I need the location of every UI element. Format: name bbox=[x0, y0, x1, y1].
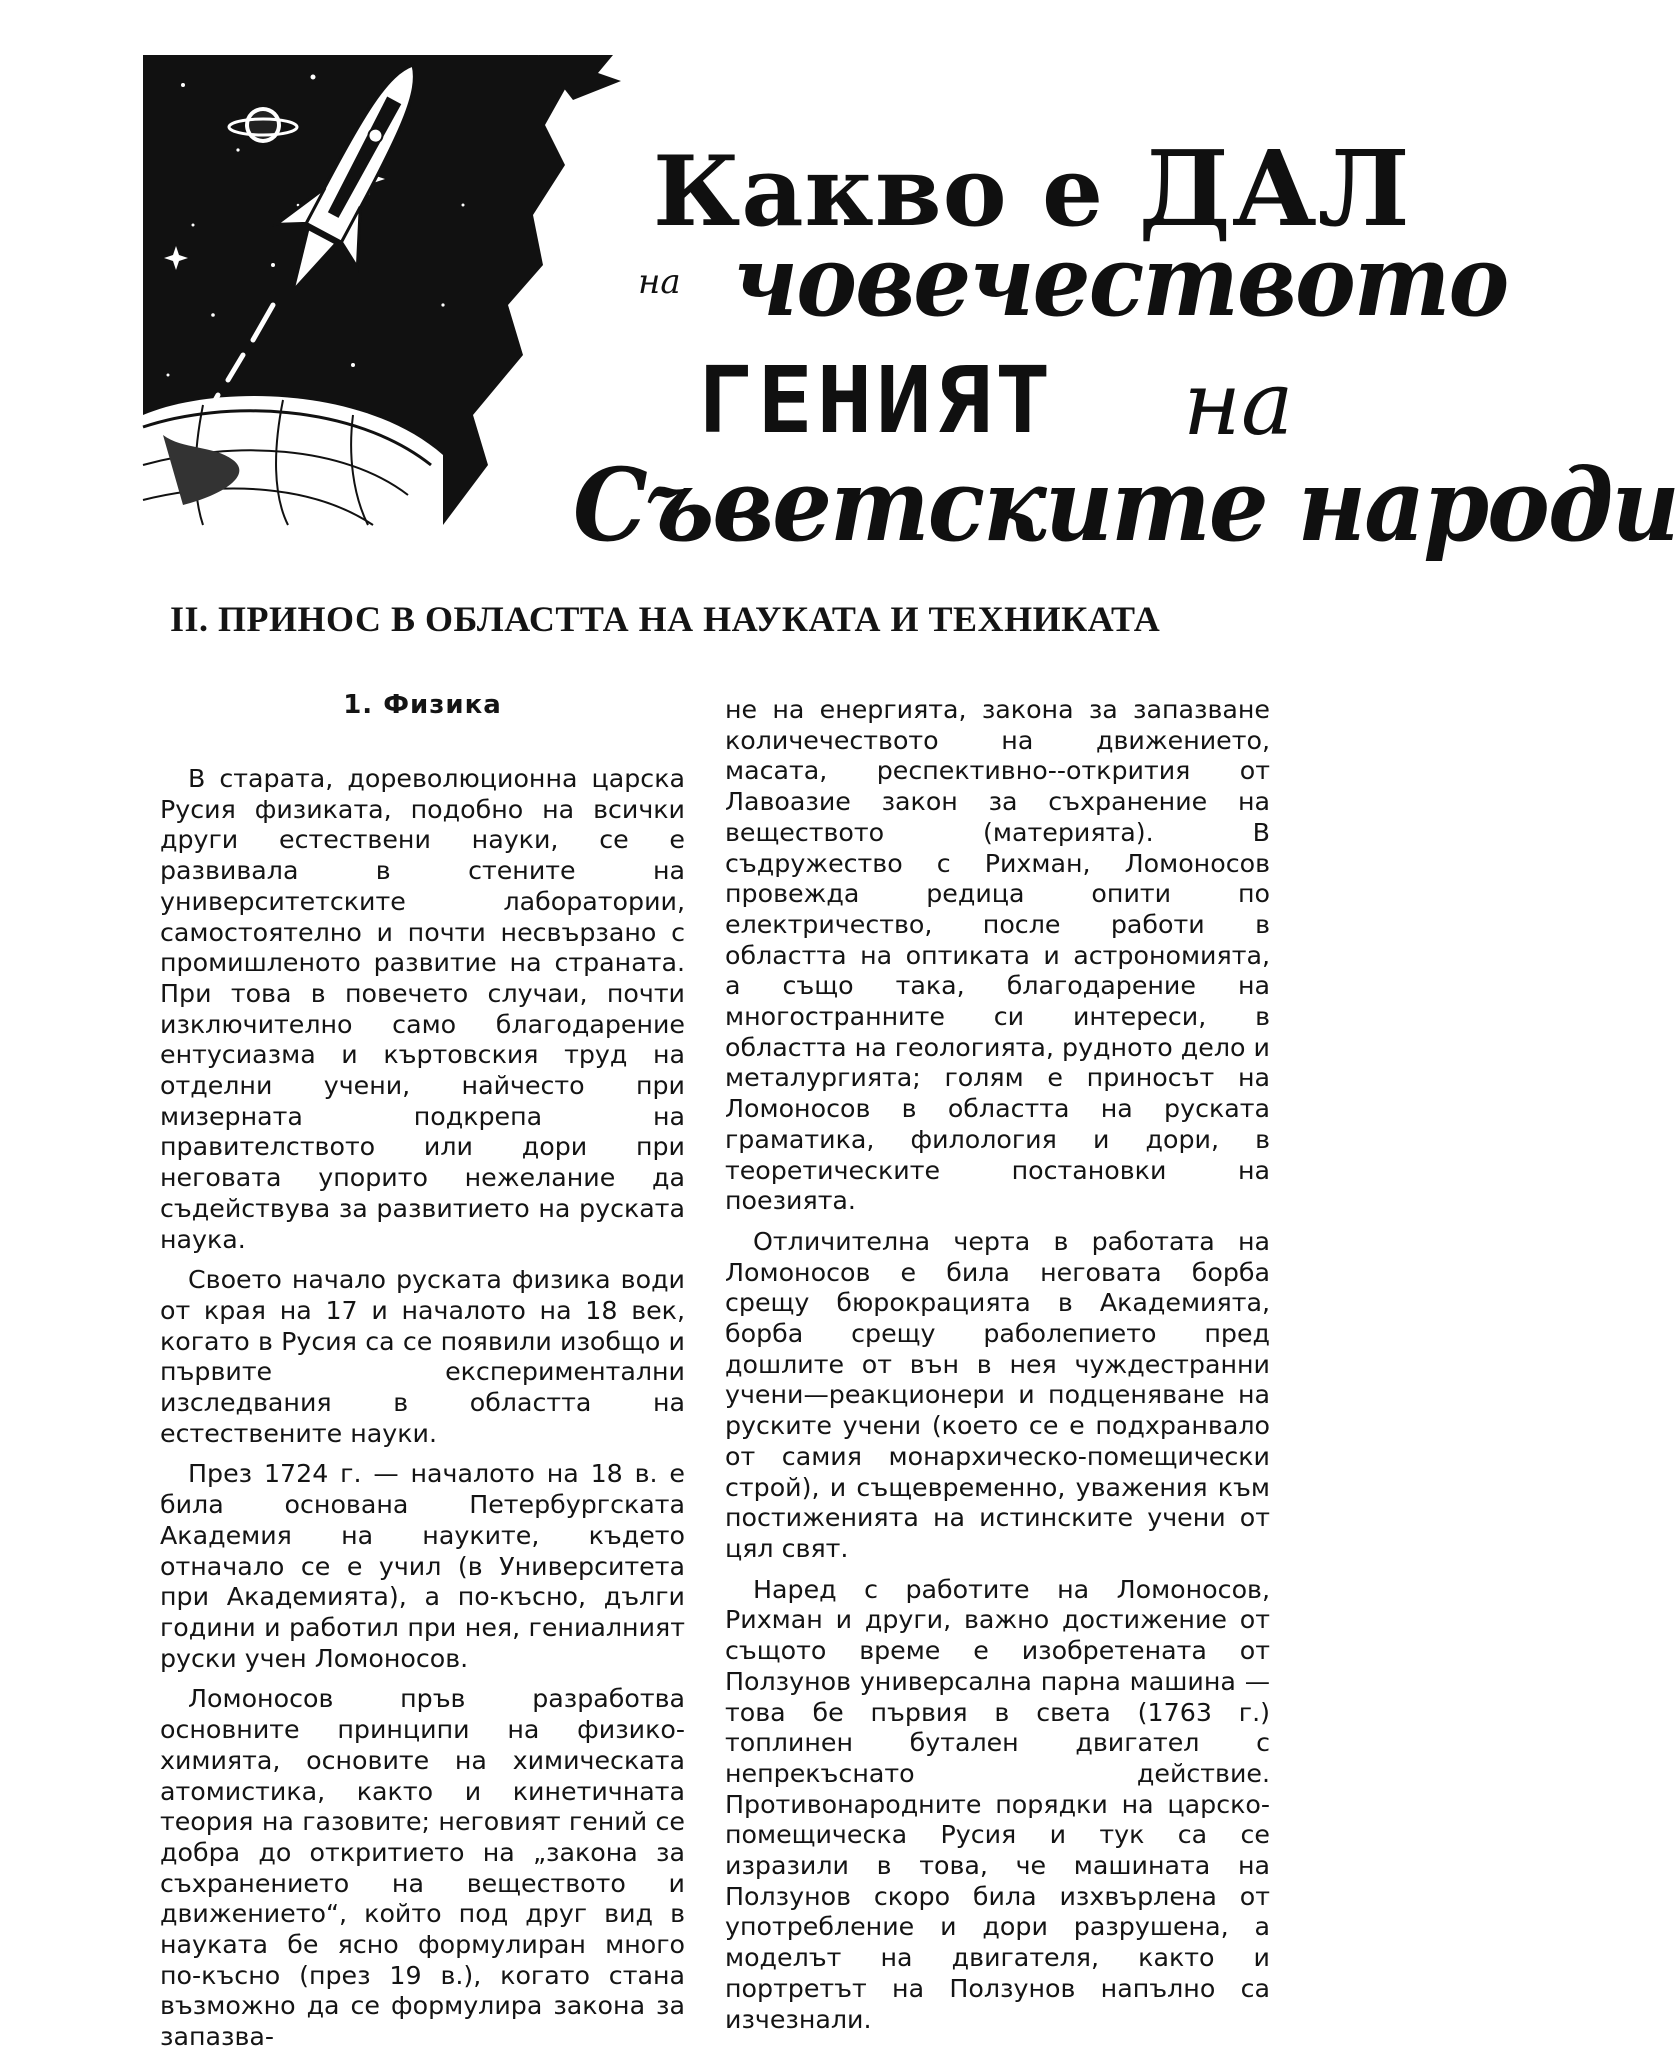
header-soviet-peoples: Съветските народи bbox=[573, 446, 1678, 564]
subheading-physics: 1. Физика bbox=[343, 690, 502, 720]
paragraph: В старата, дореволюционна царска Русия физиката, подобно на всички други естествени науки, се е развивала в стените на университетските лаборатории, самостоятелно и почти несвързано с промишленото развитие на страната. При това в повечето случаи, почти изключително само благодарение ентусиазма и къртовския труд на отделни учени, найчесто при мизерната подкрепа на правителството или дори при неговата упорито нежелание да съдействува за развитието на руската наука. bbox=[160, 764, 685, 1254]
right-column bbox=[725, 695, 1270, 2045]
paragraph: През 1724 г. — началото на 18 в. е била основана Петербургската Академия на науките, където отначало се е учил (в Университета при Академията), а по-късно, дълги години и работил при нея, гениалният руски учен Ломоносов. bbox=[160, 1459, 685, 1673]
header-banner bbox=[143, 55, 1678, 564]
header-na-small: на bbox=[638, 262, 681, 302]
left-column bbox=[160, 690, 685, 2063]
paragraph: Ломоносов пръв разработва основните принципи на физико-химията, основите на химическата атомистика, както и кинетичната теория на газовите; неговият гений се добра до откритието на „закона за съхранението на веществото и движението“, който под друг вид в науката бе ясно формулиран много по-късно (през 19 в.), когато стана възможно да се формулира закона за запазва- bbox=[160, 1684, 685, 2052]
paragraph: Наред с работите на Ломоносов, Рихман и други, важно достижение от същото време е изобретената от Ползунов универсална парна машина — това бе първия в света (1763 г.) топлинен бутален двигател с непрекъснато действие. Противонародните порядки на царско-помещическа Русия и тук са се изразили в това, че машината на Ползунов скоро била изхвърлена от употребление и дори разрушена, а моделът на двигателя, както и портретът на Ползунов напълно са изчезнали. bbox=[725, 1574, 1270, 2034]
paragraph: Своето начало руската физика води от края на 17 и началото на 18 век, когато в Русия са се появили изобщо и първите експериментални изследвания в областта на естествените науки. bbox=[160, 1265, 685, 1448]
paragraph: Отличителна черта в работата на Ломоносов е била неговата борба срещу бюрокрацията в Академията, борба срещу раболепието пред дошлите от вън в нея чуждестранни учени—реакционери и подценяване на руските учени (което се е подхранвало от самия монархическо-помещически строй), и същевременно, уважения към постиженията на истинските учени от цял свят. bbox=[725, 1226, 1270, 1563]
section-heading: II. ПРИНОС В ОБЛАСТТА НА НАУКАТА И ТЕХНИКАТА bbox=[170, 599, 1161, 639]
header-what-is: Какво е bbox=[653, 135, 1105, 248]
header-mankind: човечеството bbox=[733, 224, 1508, 339]
header-na: на bbox=[1183, 352, 1294, 455]
header-gave: ДАЛ bbox=[1138, 127, 1411, 250]
header-genius: ГЕНИЯТ bbox=[698, 347, 1055, 454]
paragraph: не на енергията, закона за запазване количечеството на движението, масата, респективно--открития от Лавоазие закон за съхранение на веществото (материята). В съдружество с Рихман, Ломоносов провежда редица опити по електричество, после работи в областта на оптиката и астрономията, а също така, благодарение на многостранните си интереси, в областта на геологията, рудното дело и металургията; голям е приносът на Ломоносов в областта на руската граматика, филология и дори, в теоретическите постановки на поезията. bbox=[725, 695, 1270, 1216]
